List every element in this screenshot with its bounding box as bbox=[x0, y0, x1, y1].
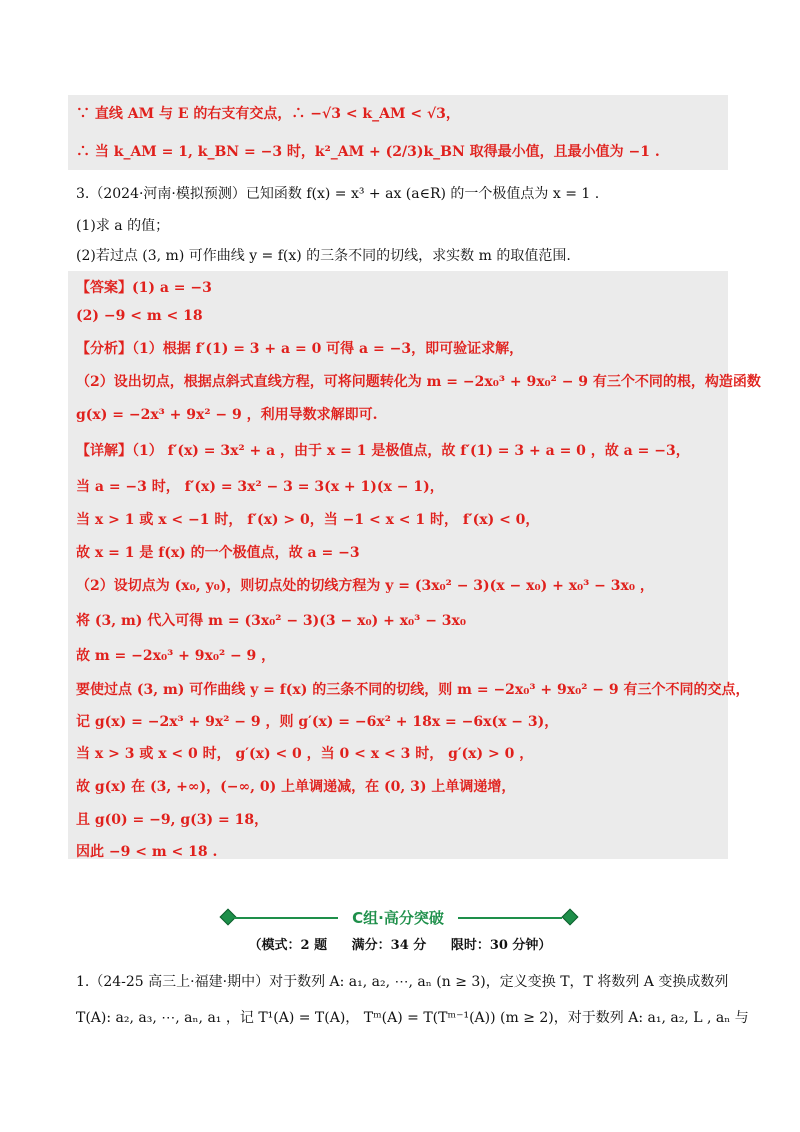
answer-line-1 bbox=[76, 278, 212, 298]
answer-2: (2) −9 < m < 18 bbox=[76, 308, 203, 324]
detail-l7: 故 m = −2x₀³ + 9x₀² − 9 ， bbox=[76, 648, 276, 664]
analysis-p2: （2）设出切点，根据点斜式直线方程，可将问题转化为 m = −2x₀³ + 9x₀² − 9 有三个不同的根，构造函数 bbox=[76, 374, 761, 390]
detail-l12: 且 g(0) = −9, g(3) = 18， bbox=[76, 812, 269, 828]
section-time: 限时：30 分钟） bbox=[450, 938, 552, 953]
section-mode: （模式：2 题 bbox=[248, 938, 328, 953]
detail-l5: （2）设切点为 (x₀, y₀)，则切点处的切线方程为 y = (3x₀² − 3)(x − x₀) + x₀³ − 3x₀ ， bbox=[76, 578, 654, 594]
detail-l6: 将 (3, m) 代入可得 m = (3x₀² − 3)(3 − x₀) + x₀³ − 3x₀ bbox=[76, 613, 467, 629]
analysis-p1: （1）根据 f′(1) = 3 + a = 0 可得 a = −3，即可验证求解， bbox=[132, 341, 524, 357]
next-problem-line-2: T(A): a₂, a₃, ⋯, aₙ, a₁ ，记 T¹(A) = T(A)， Tᵐ(A) = T(Tᵐ⁻¹(A)) (m ≥ 2)，对于数列 A: a₁, a₂, L , aₙ 与 bbox=[76, 1010, 749, 1026]
banner-right-diamond-icon bbox=[562, 909, 579, 926]
analysis-p3: g(x) = −2x³ + 9x² − 9 ，利用导数求解即可. bbox=[76, 407, 378, 423]
section-meta bbox=[0, 934, 800, 953]
problem-3-stem: 3.（2024·河南·模拟预测）已知函数 f(x) = x³ + ax (a∈R) 的一个极值点为 x = 1 . bbox=[76, 186, 600, 202]
detail-l13: 因此 −9 < m < 18 . bbox=[76, 844, 218, 860]
analysis-label: 【分析】 bbox=[76, 341, 132, 357]
problem-3-part2: (2)若过点 (3, m) 可作曲线 y = f(x) 的三条不同的切线，求实数 m 的取值范围. bbox=[76, 248, 571, 264]
detail-label: 【详解】 bbox=[76, 443, 132, 459]
detail-l4: 故 x = 1 是 f(x) 的一个极值点，故 a = −3 bbox=[76, 545, 360, 561]
section-title: C组·高分突破 bbox=[352, 909, 444, 927]
answer-box bbox=[68, 271, 728, 859]
detail-line-1 bbox=[76, 441, 690, 461]
detail-l9: 记 g(x) = −2x³ + 9x² − 9 ，则 g′(x) = −6x² + 18x = −6x(x − 3)， bbox=[76, 714, 559, 730]
detail-l2: 当 a = −3 时， f′(x) = 3x² − 3 = 3(x + 1)(x − 1)， bbox=[76, 479, 444, 495]
analysis-line-1 bbox=[76, 339, 523, 359]
detail-l10: 当 x > 3 或 x < 0 时， g′(x) < 0 ，当 0 < x < 3 时， g′(x) > 0 ， bbox=[76, 746, 534, 762]
detail-l8: 要使过点 (3, m) 可作曲线 y = f(x) 的三条不同的切线，则 m = −2x₀³ + 9x₀² − 9 有三个不同的交点， bbox=[76, 682, 750, 698]
answer-1: (1) a = −3 bbox=[132, 280, 212, 296]
detail-l3: 当 x > 1 或 x < −1 时， f′(x) > 0，当 −1 < x < 1 时， f′(x) < 0， bbox=[76, 512, 540, 528]
solution-line-1: ∵ 直线 AM 与 E 的右支有交点，∴ −√3 < k_AM < √3， bbox=[76, 106, 460, 122]
answer-label: 【答案】 bbox=[76, 280, 132, 296]
section-score: 满分：34 分 bbox=[351, 938, 427, 953]
section-banner bbox=[218, 906, 578, 930]
banner-right-rule bbox=[458, 917, 562, 919]
detail-l11: 故 g(x) 在 (3, +∞)，(−∞, 0) 上单调递减，在 (0, 3) 上单调递增， bbox=[76, 779, 516, 795]
detail-l1: （1） f′(x) = 3x² + a ，由于 x = 1 是极值点，故 f′(1) = 3 + a = 0 ，故 a = −3， bbox=[132, 443, 690, 459]
solution-line-2: ∴ 当 k_AM = 1, k_BN = −3 时，k²_AM + (2/3)k_BN 取得最小值，且最小值为 −1 . bbox=[76, 144, 660, 160]
next-problem-line-1: 1.（24-25 高三上·福建·期中）对于数列 A: a₁, a₂, ⋯, aₙ (n ≥ 3)，定义变换 T，T 将数列 A 变换成数列 bbox=[76, 974, 729, 990]
problem-3-part1: (1)求 a 的值； bbox=[76, 218, 170, 234]
banner-left-rule bbox=[234, 917, 338, 919]
